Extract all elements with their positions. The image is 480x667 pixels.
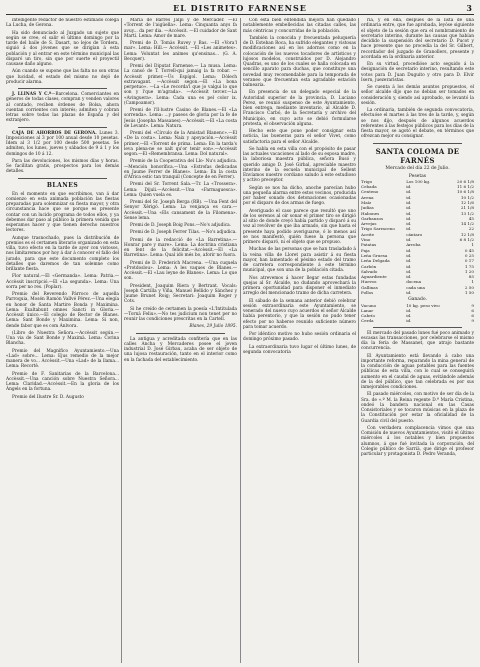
paragraph: Premi de l'Il·lustre Casino de Blanes.—El «La sorrenda». Lema: ...y paseos de gloria por la fe de Jesús (Josepha Massanes).—Accèssit.—El «La costa de Levant». Lema: Natura. (124, 108, 237, 129)
paragraph: Según se nos ha dicho, anoche parecían hubo una pequeña alarma entre estos vecinos, producida por haber sonado dos detonaciones ocasionadas por el disparo de dos armas de fuego. (243, 185, 356, 207)
commodity-price: 85 (468, 274, 474, 280)
paragraph: El pasado miércoles, con motivo de ser día de la Sra. de «.º M. la Reina regente D.ª María Cristina, ondeó la bandera nacional en las Casas Consistoriales y se tocaron músicas en la plaza de la Constitución por estar la oficialidad de la Guardia civil del puesto. (361, 392, 474, 424)
commodity-unit: docena (406, 279, 422, 285)
paragraph: Premi de la redacció de «La Barretina».—Honrar pare y mare». Lema: La doctrina cristiana en fent de la felicitat.—Accèssit.—El «La Barretina». Lema: Qual idò més bo, aforir no fuora. (124, 237, 237, 259)
divider (373, 327, 462, 328)
advertisement-note: Para las devoluciones, los mismos días y horas. Se facilitan gratis, prospectos para los demás detalles. (6, 158, 119, 175)
commodity-unit: id. (406, 263, 412, 269)
commodity-unit: Arroba (406, 242, 421, 248)
advertisement-savings-bank (6, 131, 119, 157)
paragraph: Premi de D. Joseph Ferrer Tilas. —No's adjudica. (130, 230, 237, 236)
livestock-header: Ganado. (408, 297, 427, 303)
price-row (361, 290, 474, 295)
paragraph: intelligente redactor de nuestro estimado colega La Lucha, de Gerona. (6, 18, 119, 29)
commodity-name: Carbón (361, 263, 377, 269)
divider (136, 333, 225, 334)
commodity-unit: id. (406, 221, 412, 227)
commodity-name: Judías (361, 205, 374, 211)
divider (373, 143, 462, 144)
paragraph: Se habla en esta villa con el propósito de pasar las actuales vacaciones al lado de su esposa madre, la laboriosa maestra pública, señora Busó y querido amigo D. José Girbal, apreciable maestro interino de la escuela municipal de Sellent Envíamos nuestro cordiano saludo á este estudioso y activo preceptor. (243, 146, 356, 184)
paragraph: Muchas de las personas que se han trasladado á la veina villa de Lloret para asistir á su fiesta mayor, han lamentado el pésimo estado del tramo de carretera correspondiente á este término municipal, que son una de la población citada. (243, 247, 356, 274)
paragraph: Premi del Sr. Torrent Sala.—Tr. La «Trossera». Lema: Dijuli.—Accèssit.—Una «Farmaguesca». Lema: Quien vuela es. (124, 182, 237, 198)
advertisement-title: CAJA DE AHORROS DE GERONA. (12, 130, 97, 136)
column-2 (124, 18, 237, 663)
commodity-price: 12 1/8 (460, 231, 474, 237)
commodity-name: Avena (361, 194, 374, 200)
paragraph: Premio del Magnífico Ayuntamiento.—Una «Lad» sobre... Lema: Ejus remedio de la mejor manera de vo... Accèssit.—Una «Lad» de la llama... Lema: Recortè. (6, 348, 119, 370)
paragraph: Flor natural.—El «Germanda». Lema: Patria.—Accèssit inscripció.—El «La segunda». Lema: Una sorra per no res. (Poplar). (6, 274, 119, 290)
column-rule (240, 18, 241, 663)
commodity-name: Cebada (361, 184, 377, 190)
commodity-price: 12 1/6 (460, 199, 474, 205)
prices-table-body (361, 179, 474, 296)
commodity-name: Trigo (361, 178, 373, 184)
paragraph: Premio del Reverendo Párroco de aquella Parroquia, Mosén Ramón Vallvé Pérez.—Una elegía en honor de Santa Martire Bonda y Maximina. Lema: Exaltabunt omnes Sancti in Gloria.—Accèssit único.—El colegio de Rector de Blanes. Lema: Sant Bonde y Maximina. Lema: Si non, dende fabor que es com Ánlvora. (6, 292, 119, 329)
commodity-name: Huevos (361, 279, 377, 285)
advertisement-banker (6, 92, 119, 124)
paragraph: President, Joaquim Riera y Bertrant. Vocals: Joseph Cartilla y Viña, Manuel Bellido y Sánchez y Jaume Brunet Roig; Secretari: Joaquim Roger y Cots. (124, 283, 237, 305)
page-number: 3 (466, 3, 472, 13)
commodity-name: Garbanzos (361, 215, 384, 221)
commodity-price: 22 (468, 226, 474, 232)
prices-currency-header: Pesetas (408, 173, 427, 179)
commodity-price: 0 25 (464, 252, 474, 258)
commodity-name: Leña Gruesa (361, 252, 388, 258)
commodity-name: Maíz (361, 199, 372, 205)
masthead (6, 2, 474, 15)
commodity-name: Centeno (361, 189, 379, 195)
paragraph: El Ayuntamiento está llevando á cabo una importante reforma, reparando la mina general de la conducción de aguas potables para las fuentes públicas de esta villa, con lo cual se conseguirá aumento en el caudal de aguas, evitándole además de la del público, que tan celebrada es por sus inmejorables condiciones. (361, 353, 474, 391)
paragraph: Hecho este que pone poder consignar esta noticia, las bueneras para el señor Vivet, como satisfactoria para el señor Alcalde. (243, 129, 356, 145)
paragraph: Con verdadera complacencia vimos que una Comisión de nuevos Ayuntamientos, visitó el último miércoles á los notables y bien propuestos alumnos, á que fué invitada la corporación, del Colegio público de Sarrià, que dirige el profesor particular y protagonista D. Pedro Veranda, (361, 425, 474, 458)
commodity-price: 6 8 1/2 (459, 237, 474, 243)
commodity-price: 1 20 (464, 268, 474, 274)
commodity-price: 10 1/2 (460, 194, 474, 200)
commodity-price: 21 1/8 (460, 205, 474, 211)
advertisement-text: Lunes 3. Imposiciones al 3 por 100 anual desde 10 pesetas. Ídem al 3 1/2 por 100 desde 500 pesetas. Se admiten, los lunes, jueves y sábados de 9 á 1 y los domingos de 10 á 12. (6, 130, 119, 157)
commodity-price: 1 50 (464, 289, 474, 295)
commodity-unit: id. (406, 226, 412, 232)
commodity-price: 10 6 1/8 (456, 189, 474, 195)
commodity-unit: id. (406, 247, 412, 253)
column-3 (243, 18, 356, 663)
advertisement-text: —Barcelona. Comerciantes en géneros de todas clases, compran y venden valores al contado, reciben órdenes de Bolsa, ahora cuentan corrientes con interés; admiten y cobran letras sobre todas las plazas de España y del extranjero. (6, 92, 119, 124)
paragraph: La antigua y acreditada confitería que en las calles Ancha y Mercaderes posee el joven industrial D. José Girbau, acaba de ser objeto de una lujosa restauración, tanto en el interior como en la fachada del establecimiento. (124, 336, 237, 363)
commodity-name: Trigo Sarraceno (361, 226, 395, 232)
paragraph: El mercado del pasado lunes fué poco animado y escasas las transacciones, por celebrarse el mismo día la feria de Massanet, que atrajo bastante concurrencia. (361, 330, 474, 352)
commodity-name: Patatas (361, 242, 377, 248)
dateline: Blanes, 29 Julio 1895. (189, 324, 237, 330)
paragraph: Se cuenta á los demás asuntos propuestos, el señor alcalde dijo que no debían ser tomados en consideración y, siendo así aprobado, se levantó la sesión. (361, 85, 474, 106)
paragraph: También la conocida y frecuentada peluquería de D. Esteban Roca, ha sufrido elegantes y vistosas modificaciones así en los adornos como en la colocación de los nuevos tocadores de artísticos y lujosos modelos, construidos por D. Alejandro Quadras, es uno de los cuales se halla colocada en sencillo aparato para duchas, que constituye una novedad muy recomendable para la temporada de veraneo que frecuentan esta agradable estación balnearia. (243, 35, 356, 88)
paragraph: En presencia de un delegado especial de la Autoridad superior de la provincia, D. Luciano Perez, se reunió suspenso de este Ayuntamiento, bien entrega, mediante inventario, al Alcalde D. Francisco Carbó, de la Secretaría y archivo del Municipio, en cuyo acto se debió formularse protesta, el observación alguna. (243, 90, 356, 127)
paragraph: Si he creído de certamen la poesía «L'Intitulada—Tornà Feliu».—No tes judicium non tenet per no reunir las condiciones prescritas en la Cartell. (124, 306, 237, 322)
commodity-unit: cada una (406, 284, 425, 290)
paragraph: Premi de D. Frederich Macrena. —Una cuquela «Protdoslou». Lema: A les vaques de Blanes.—Accèssit.—El «Lau leyne de Blanes». Lema: Lo que son. (124, 260, 237, 282)
commodity-name: Salvado (361, 268, 378, 274)
commodity-price: 11 6 1/2 (456, 184, 474, 190)
commodity-unit: id. (406, 274, 412, 280)
paragraph: Premio de la Cooperativa del Llo- Nu's adjudica. —Mención honorífica.—Una «Estrofas dedicadas en Jaume Ferrer de Blanes». Lema: En la costa d'Àfrica estic tan tranquil (Concepte de en Ferrer). (124, 159, 237, 180)
commodity-price: 6 (471, 313, 474, 319)
paragraph: Nos atrevemos á hacer llegar estas fundadas quejas al Sr. Alcalde, no dudando aprovechará la primera oportunidad para disponer el inmediato arreglo del mencionado tramo de dicha carretera. (243, 275, 356, 297)
column-rule (121, 18, 122, 663)
commodity-price: 2 50 (464, 284, 474, 290)
divider (18, 178, 107, 179)
commodity-unit: id. (406, 289, 412, 295)
paragraph: Aún cuando se supone que las falta no son otras que lucidad, el estado del mismo no dejó de producir alarma. (6, 69, 119, 85)
newspaper-title: EL DISTRITO FARNENSE (173, 3, 307, 13)
paragraph: La extraordinaria tuvo lugar el último lunes, de segunda convocatoria (243, 344, 356, 355)
commodity-price: 0 45 (464, 247, 474, 253)
paragraph: Premi del Diputat Farnense.— La musa. Lema: La cansó de T. Torrell-qui jamaig la fa robar. —Accèssit primer.—Ús Espígol. Lema: Dòlech extravagant. —Accèssit segon.—El «La bona perpetuo». —La «Le recorda'l que jo valgui lo que son y l'que m'agrada». —Accèssit tercer.—La «Avinguera». Lema: Cada una es pel color ix. (Campoamor). (124, 64, 237, 106)
commodity-unit: id. (406, 205, 412, 211)
commodity-name: Lanar (361, 307, 374, 313)
column-rule (358, 18, 359, 663)
commodity-unit: id. (406, 194, 412, 200)
commodity-name: Cerda (361, 318, 374, 324)
paragraph: Premio del Ilustre Sr. D. Augusto (12, 394, 84, 400)
commodity-price: 14 1/2 (460, 221, 474, 227)
commodity-name: Leña Delgada (361, 258, 390, 264)
paragraph: Premi de D. Tomàs Ruvey y Bas. —El «Vora'l mar». Lema: Hill.— Accèssit. —El «Les animetes». Lema: Voluntat les animes qu'ensinas... (G. A. Becquer). (124, 41, 237, 62)
commodity-price: 20 6 1/8 (456, 178, 474, 184)
commodity-name: Aceite (361, 231, 375, 237)
column-4 (361, 18, 474, 663)
paragraph: Premi del Sr. Joseph Berga (RB). —Una Fent del Senyor Xèrigó. Lema: La venjança es cara.—Accèssit.—Una «Els cansament de la Filomena». Sense lema. (124, 200, 237, 221)
paragraph: En el momento en que escribimos, van á dar comienzo en esta animada población las fiestas preparadas para solemnizar su fiesta mayor, y otra circunstancia hace que se porque es presente contar con un lucido programa de todos ellos, y ya debemos dar paso al público la primera venida que esperamos hacer y que tienen derecho nuestros lectores. (6, 191, 119, 234)
paragraph: Ha sido denunciado al Juzgado un sujeto que según se cree, el salir el último domingo por la tarde del baile de S. Dasart, no lejos de Tordera, siguió á dos jóvenes que se dirigían á esta población y al entrar en este término municipal las disparó un tiro, sin que por suerte el proyectil causase daño alguno. (6, 30, 119, 67)
paragraph: Por idéntico motivo no hubo sesión ordinaria el domingo próximo pasado. (243, 332, 356, 343)
commodity-unit: id. (406, 258, 412, 264)
commodity-name: Vino (361, 237, 371, 243)
divider (18, 127, 107, 128)
paragraph: Marià de Barrès Jalpí y de Mercader. —El «Torrent de l'aigüella». Lema: Cinquanta anys fa avuy... da per dia. —Accèssit. —El cuidador de Sant Martí. Lema: Amor de mare. (124, 18, 237, 39)
commodity-unit: id. (406, 199, 412, 205)
livestock-table-body (361, 303, 474, 324)
commodity-price: 45 (468, 215, 474, 221)
commodity-unit: id. (406, 318, 412, 324)
livestock-prices-table (361, 303, 474, 324)
commodity-price: 9 (471, 318, 474, 324)
paragraph: La ordinaria, también de segunda convocatoria, efectuóse el martes á las tres de la tarde, y, según se nos dijo, después de algunos acuerdos referentes á las festejos públicos para los días de la fiesta mayor, se agotó el debate, en términos que ofrezcan mejor su consignar. (361, 108, 474, 140)
commodity-unit: id. (406, 307, 412, 313)
section-heading-blanes: BLANES (46, 181, 79, 189)
commodity-price: 13 1/2 (460, 210, 474, 216)
commodity-price: 9 (471, 302, 474, 308)
commodity-unit: Los 100 kg. (406, 178, 431, 184)
advertiser-name: J. LLINAS Y C.ª (12, 92, 52, 97)
commodity-unit: id. (406, 237, 412, 243)
commodity-price: 6 (471, 307, 474, 313)
divider (18, 88, 107, 89)
commodity-unit: id. (406, 215, 412, 221)
paragraph: (Libro de Nuestra Señora.—Accèssit según.—Una via de Sant Bonde y Maximà. Lema: Corina Blancha. (6, 330, 119, 347)
market-prices-table (361, 179, 474, 296)
commodity-unit: id. (406, 210, 412, 216)
paragraph: Premi del «Círculo de la Amistad Blanenc».—El «De la costa». Lema: Naix y apoyación.—Accèssit primer.—El «Torrent de prima. Lema: En la tarda's leva plena-ne se xalt qu'or tenir son».—Accèssit segon.—El «Remembransa. Lema: Dol natural». (124, 131, 237, 157)
paragraph: Averiguado el caso parece que resultó que uno de los serenos al oír sonar el primer tiro se dirigió al sitio de donde creyó había partido y disparó á su vez al revólver de que iba armado, sin que hasta el presente haya podido averiguarse, ó lo menos así se nos manifestó, quién fuese la persona que primero disparó, ni el objeto que se propuso. (243, 208, 356, 245)
paragraph: Premi de D. Joseph Boig Pons.—No's adjudica. (130, 223, 232, 228)
price-row (361, 318, 474, 323)
commodity-unit: id. (406, 252, 412, 258)
commodity-name: Vacuno (361, 302, 377, 308)
commodity-name: Cabrío (361, 313, 375, 319)
commodity-unit: id. (406, 268, 412, 274)
commodity-unit: id. (406, 313, 412, 319)
commodity-name: Gallinas (361, 284, 378, 290)
commodity-name: Aguardiente (361, 274, 387, 280)
commodity-unit: 10 kg. peso vivo (406, 302, 440, 308)
paragraph: El sábado de la semana anterior debió celebrar sesión extraordinaria este Ayuntamiento, se venerado del nuevo cuyo acuerdos el señor Alcalde había perentorio, y que la sesión no pudo tener efecto por no haberse reunido suficiente número para tomar acuerdo. (243, 298, 356, 330)
market-prices-subtitle: Mercado del día 22 de Julio. (385, 165, 450, 171)
commodity-name: Pollos (361, 289, 374, 295)
commodity-unit: id. (406, 189, 412, 195)
paragraph: Con esta bien entendida mejora han quedado notablemente embellecidas las citadas calles, las más céntricas y concurridas de la población. (243, 18, 356, 34)
market-prices-title: SANTA COLOMA DE FARNÉS (375, 146, 460, 165)
paragraph: En su virtud, procedióse acto seguido á la designación de secretario interino, resultando este votos para D. Juan Duguito y otro para D. Elvir Isern, juezeraristas. (361, 62, 474, 83)
commodity-price: 0 17 (464, 258, 474, 264)
commodity-price: 1 (471, 279, 474, 285)
paragraph: ria, y en ella, después de la lista de una ordinaria entre, que fue aprobada, leyóse siguiente el objeto de la sesión que era el nombramiento de secretario interino, durante las causas que habían decidido la suspensión del secretario D. Pucot y hace presente que no procedía la del Sr. Gilbert, recordador del juzgado de Granollers, presente y acordada en la ordinaria anterior. (361, 18, 474, 60)
paragraph: Premio de F. Sanitarias de la Barcelona... Accèssit.—Una canción sobre Nuestra Señora... Lema: Claridad.—Accèssit.—En la gloria de los Ángels en la fortuna. (6, 371, 119, 393)
paragraph: Aunque trasnochado, pues la distribución de premios es el certamen literario organizado en esta villa, tuvo efecto en la tarde de ayer con vistosos, nos limitaremos por hoy á dar á conocer el fallo del jurado, para que este documento completo los detalles que daremos de tan solemne como brillante fiesta. (6, 235, 119, 272)
commodity-name: Habones (361, 210, 380, 216)
commodity-unit: cántaro (406, 231, 423, 237)
commodity-unit: id. (406, 184, 412, 190)
column-1 (6, 18, 119, 663)
commodity-name: Arvejas (361, 221, 377, 227)
commodity-price: 1 (471, 242, 474, 248)
commodity-name: Paja (361, 247, 370, 253)
commodity-price: 1 75 (464, 263, 474, 269)
